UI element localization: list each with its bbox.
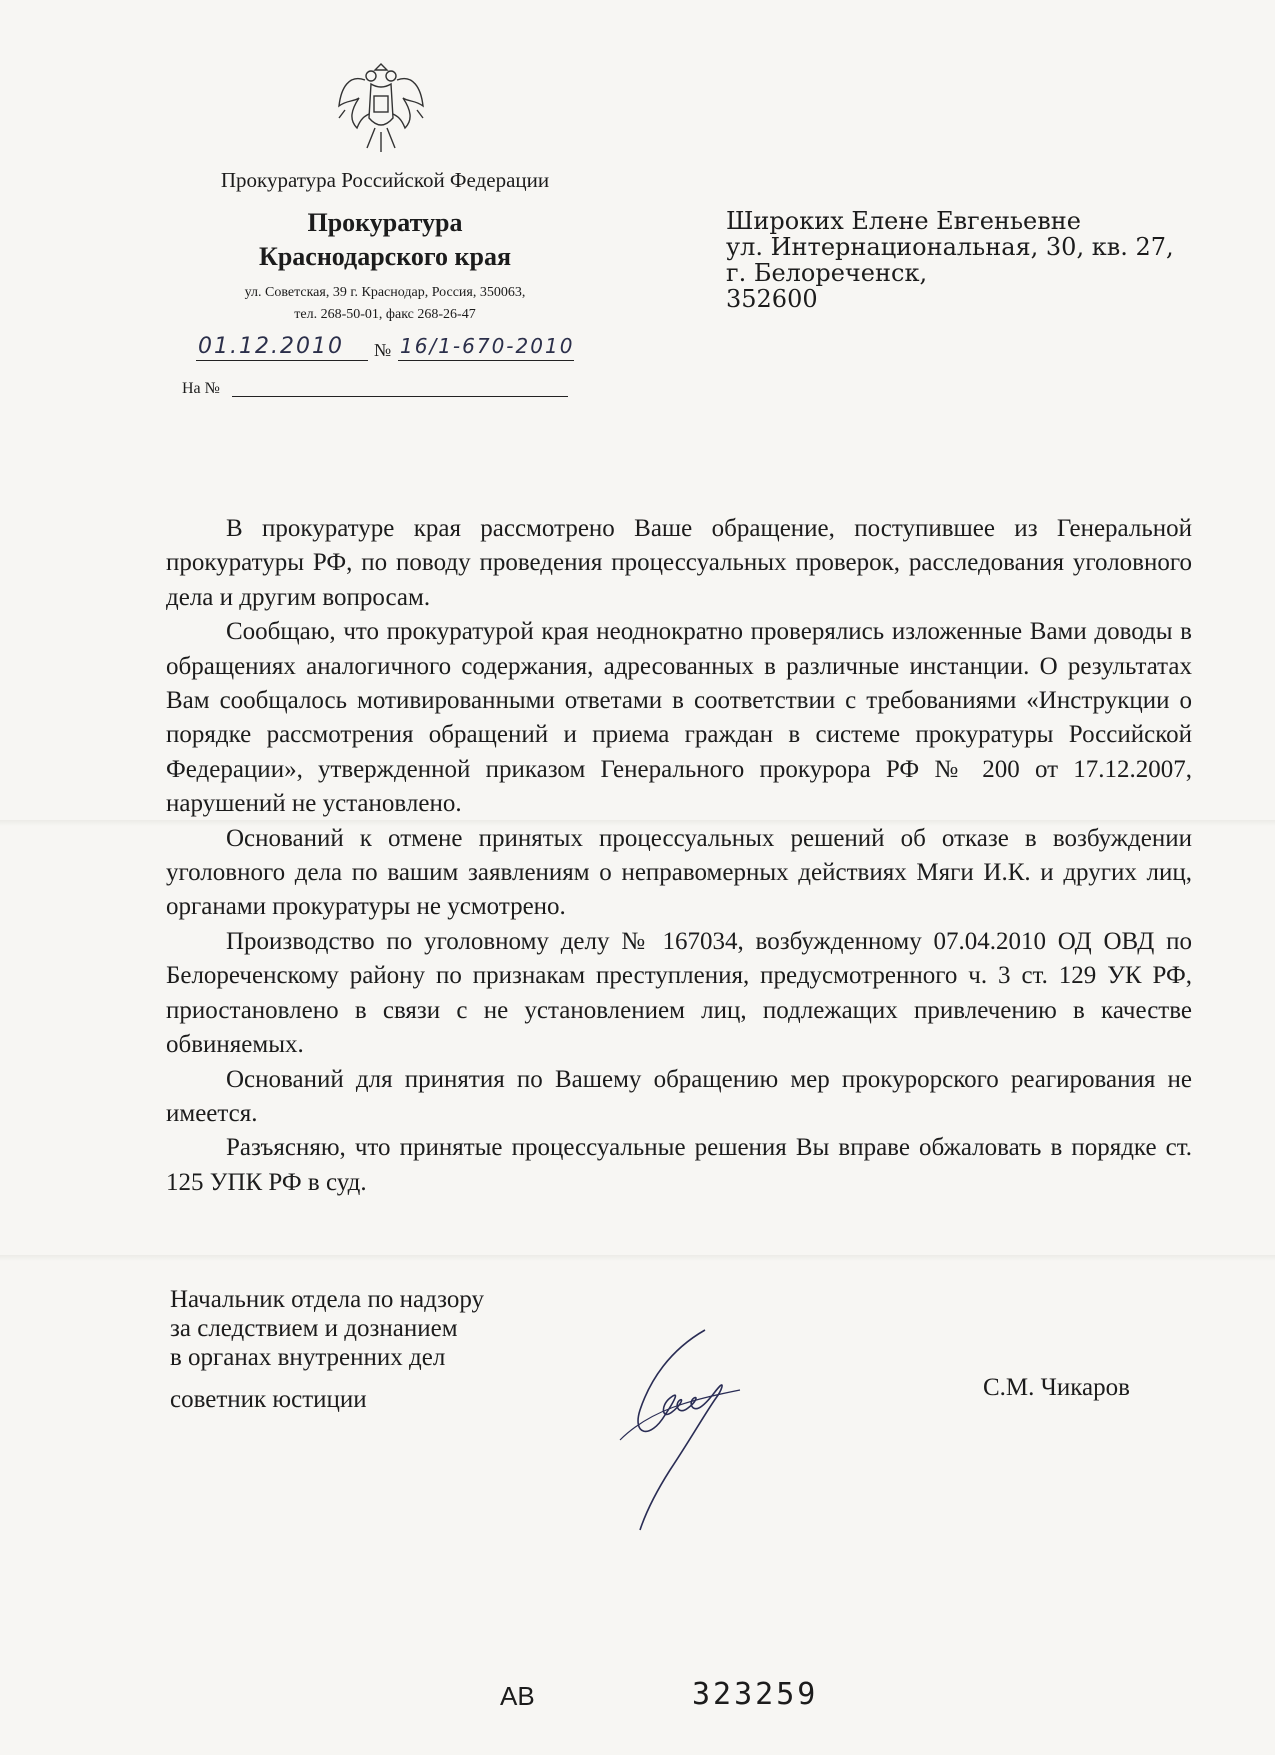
addressee-block [726, 208, 1174, 312]
signatory-position-line1: Начальник отдела по надзору [170, 1286, 485, 1313]
signatory-name: С.М. Чикаров [983, 1374, 1130, 1401]
office-title-line1: Прокуратура [307, 208, 463, 237]
addressee-city: г. Белореченск, [726, 259, 928, 287]
office-title-line2: Краснодарского края [258, 242, 512, 271]
body-paragraph: Разъясняю, что принятые процессуальные решения Вы вправе обжаловать в порядке ст. 125 УПК РФ в суд. [166, 1134, 1192, 1196]
addressee-postcode: 352600 [726, 285, 818, 313]
form-series: АВ [500, 1681, 535, 1711]
body-paragraph: Сообщаю, что прокуратурой края неоднократно проверялись изложенные Вами доводы в обращениях аналогичного содержания, адресованных в различные инстанции. О результатах Вам сообщалось мотивированными ответами в соответствии с требованиями «Инструкции о порядке рассмотрения обращений и приема граждан в системе прокуратуры Российской Федерации», утвержденной приказом Генерального прокурора РФ № 200 от 17.12.2007, нарушений не установлено. [166, 618, 1192, 818]
office-address-line1: ул. Советская, 39 г. Краснодар, Россия, 350063, [244, 285, 526, 300]
outgoing-number: 16/1-670-2010 [400, 334, 575, 358]
reply-to-label: На № [182, 380, 220, 397]
body-paragraph: Производство по уголовному делу № 167034, возбужденному 07.04.2010 ОД ОВД по Белореченскому району по признакам преступления, предусмотренного ч. 3 ст. 129 УК РФ, приостановлено в связи с не установлением лиц, подлежащих привлечению в качестве обвиняемых. [166, 927, 1192, 1059]
addressee-name: Широких Елене Евгеньевне [726, 207, 1081, 235]
addressee-street: ул. Интернациональная, 30, кв. 27, [726, 233, 1174, 261]
ministry-name: Прокуратура Российской Федерации [220, 168, 550, 192]
reply-to-line [232, 396, 568, 397]
outgoing-date: 01.12.2010 [198, 334, 344, 359]
body-paragraph: Оснований к отмене принятых процессуальных решений об отказе в возбуждении уголовного дела по вашим заявлениям о неправомерных действиях Мяги И.К. и других лиц, органами прокуратуры не усмотрено. [166, 824, 1192, 921]
office-address [190, 282, 580, 326]
coat-of-arms-icon [335, 58, 427, 158]
letter-body [166, 512, 1192, 1200]
number-sign: № [374, 340, 392, 360]
paper-fold [0, 1255, 1275, 1261]
body-paragraph: В прокуратуре края рассмотрено Ваше обращение, поступившее из Генеральной прокуратуры РФ, по поводу проведения процессуальных проверок, расследования уголовного дела и другим вопросам. [166, 515, 1192, 611]
handwritten-signature-icon [610, 1320, 760, 1540]
form-serial-number: 323259 [692, 1677, 819, 1712]
office-address-line2: тел. 268-50-01, факс 268-26-47 [294, 307, 476, 322]
office-title [180, 206, 590, 274]
signatory-position [170, 1285, 484, 1372]
signatory-position-line3: в органах внутренних дел [170, 1344, 446, 1371]
signatory-position-line2: за следствием и дознанием [170, 1315, 458, 1342]
body-paragraph: Оснований для принятия по Вашему обращению мер прокурорского реагирования не имеется. [166, 1065, 1192, 1127]
signatory-rank: советник юстиции [170, 1386, 367, 1413]
